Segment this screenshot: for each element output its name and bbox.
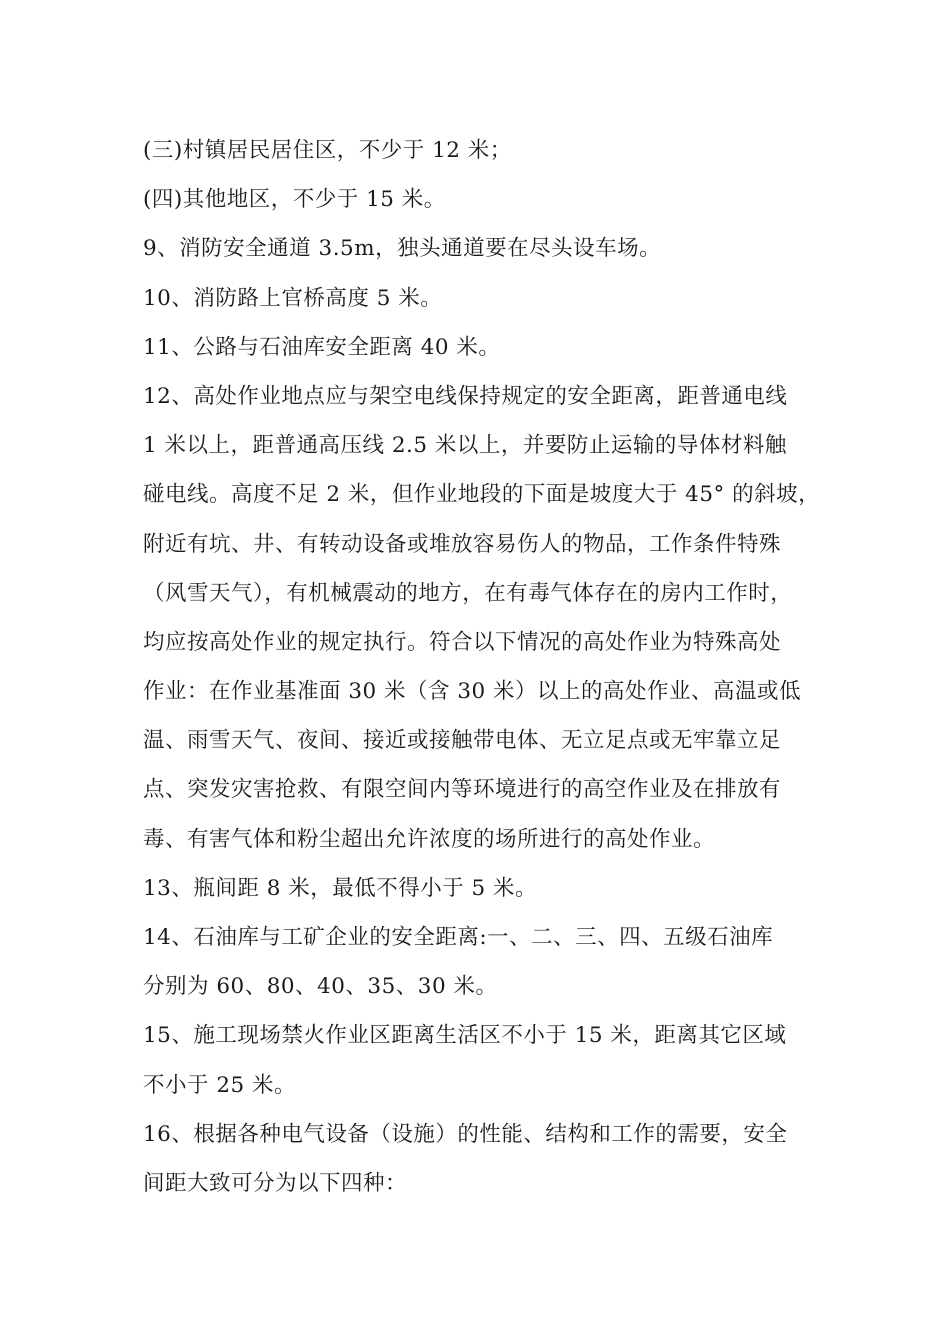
text-line: 12、高处作业地点应与架空电线保持规定的安全距离，距普通电线 <box>143 383 788 409</box>
text-line: 点、突发灾害抢救、有限空间内等环境进行的高空作业及在排放有 <box>143 777 782 803</box>
text-line: 14、石油库与工矿企业的安全距离:一、二、三、四、五级石油库 <box>143 925 774 950</box>
text-line: 毒、有害气体和粉尘超出允许浓度的场所进行的高处作业。 <box>143 826 716 852</box>
text-line: 分别为 60、80、40、35、30 米。 <box>143 974 498 1000</box>
text-line: 13、瓶间距 8 米，最低不得小于 5 米。 <box>143 875 538 901</box>
text-line: 16、根据各种电气设备（设施）的性能、结构和工作的需要，安全 <box>143 1121 788 1147</box>
text-line: 15、施工现场禁火作业区距离生活区不小于 15 米，距离其它区域 <box>143 1023 787 1049</box>
text-line: 均应按高处作业的规定执行。符合以下情况的高处作业为特殊高处 <box>143 629 782 655</box>
text-line: 附近有坑、井、有转动设备或堆放容易伤人的物品，工作条件特殊 <box>143 531 782 557</box>
text-line: (四)其他地区，不少于 15 米。 <box>143 187 446 213</box>
text-line: 1 米以上，距普通高压线 2.5 米以上，并要防止运输的导体材料触 <box>143 433 787 459</box>
text-line: (三)村镇居民居住区，不少于 12 米； <box>143 138 512 163</box>
text-line: 11、公路与石油库安全距离 40 米。 <box>143 334 501 360</box>
text-line: 间距大致可分为以下四种： <box>143 1170 408 1196</box>
text-line: 作业：在作业基准面 30 米（含 30 米）以上的高处作业、高温或低 <box>143 679 802 705</box>
text-line: 温、雨雪天气、夜间、接近或接触带电体、无立足点或无牢靠立足 <box>143 728 782 754</box>
text-line: 碰电线。高度不足 2 米，但作业地段的下面是坡度大于 45° 的斜坡， <box>143 482 821 508</box>
text-line: 9、消防安全通道 3.5m，独头通道要在尽头设车场。 <box>143 236 662 262</box>
text-line: 不小于 25 米。 <box>143 1072 297 1098</box>
text-line: （风雪天气），有机械震动的地方，在有毒气体存在的房内工作时， <box>143 580 793 606</box>
document-body <box>143 126 821 1208</box>
text-line: 10、消防路上官桥高度 5 米。 <box>143 285 443 311</box>
